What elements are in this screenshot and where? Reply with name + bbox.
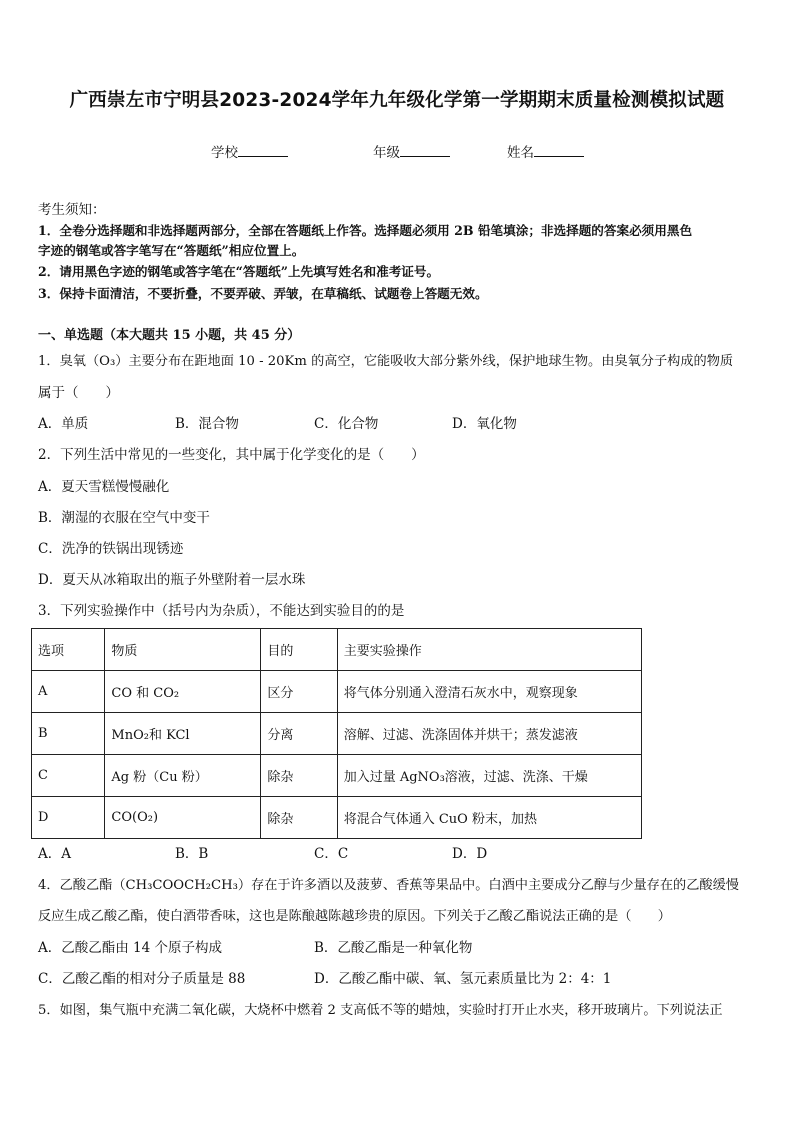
table-row — [32, 755, 642, 797]
q4-option-c: C．乙酸乙酯的相对分子质量是 88 — [38, 971, 246, 987]
q4-stem-line-2: 反应生成乙酸乙酯，使白酒带香味，这也是陈酿越陈越珍贵的原因。下列关于乙酸乙酯说法正确的是（ ） — [38, 909, 671, 924]
table-cell: B — [32, 713, 105, 755]
q3-experiment-table — [31, 628, 642, 839]
grade-label: 年级 — [373, 145, 400, 161]
q2-option-c: C．洗净的铁锅出现锈迹 — [38, 541, 184, 557]
q1-stem-line-1: 1．臭氧（O₃）主要分布在距地面 10 - 20Km 的高空，它能吸收大部分紫外线，保护地球生物。由臭氧分子构成的物质 — [38, 354, 734, 369]
q4-option-d: D．乙酸乙酯中碳、氧、氢元素质量比为 2：4：1 — [314, 971, 612, 987]
table-header-cell: 目的 — [261, 629, 337, 671]
q4-option-b: B．乙酸乙酯是一种氧化物 — [314, 940, 473, 956]
table-header-row — [32, 629, 642, 671]
q3-stem: 3．下列实验操作中（括号内为杂质），不能达到实验目的的是 — [38, 603, 405, 619]
table-cell: 将混合气体通入 CuO 粉末，加热 — [337, 797, 641, 839]
table-cell: 分离 — [261, 713, 337, 755]
grade-field — [373, 141, 450, 161]
q2-option-a: A．夏天雪糕慢慢融化 — [38, 479, 170, 495]
notice-item-3: 3．保持卡面清洁，不要折叠，不要弄破、弄皱，在草稿纸、试题卷上答题无效。 — [38, 286, 488, 301]
table-cell: D — [32, 797, 105, 839]
table-cell: 区分 — [261, 671, 337, 713]
school-blank — [238, 144, 288, 157]
q3-option-a: A．A — [38, 846, 71, 862]
q1-option-d: D．氧化物 — [452, 416, 517, 432]
table-cell: 溶解、过滤、洗涤固体并烘干；蒸发滤液 — [337, 713, 641, 755]
q5-stem-line-1: 5．如图，集气瓶中充满二氧化碳，大烧杯中燃着 2 支高低不等的蜡烛，实验时打开止水夹，移开玻璃片。下列说法正 — [38, 1003, 723, 1018]
table-cell: Ag 粉（Cu 粉） — [105, 755, 261, 797]
q1-stem-line-2: 属于（ ） — [38, 385, 119, 401]
table-cell: MnO₂和 KCl — [105, 713, 261, 755]
q1-option-c: C．化合物 — [314, 416, 379, 432]
q4-option-a: A．乙酸乙酯由 14 个原子构成 — [38, 940, 223, 956]
name-field — [507, 141, 584, 161]
q2-option-b: B．潮湿的衣服在空气中变干 — [38, 510, 210, 526]
table-cell: CO(O₂) — [105, 797, 261, 839]
q3-option-d: D．D — [452, 846, 488, 862]
q1-option-b: B．混合物 — [175, 416, 239, 432]
q1-option-a: A．单质 — [38, 416, 89, 432]
q2-option-d: D．夏天从冰箱取出的瓶子外壁附着一层水珠 — [38, 572, 306, 588]
table-cell: C — [32, 755, 105, 797]
name-label: 姓名 — [507, 145, 534, 161]
school-field — [211, 141, 288, 161]
table-row — [32, 797, 642, 839]
table-header-cell: 选项 — [32, 629, 105, 671]
table-cell: 将气体分别通入澄清石灰水中，观察现象 — [337, 671, 641, 713]
table-cell: A — [32, 671, 105, 713]
section-heading: 一、单选题（本大题共 15 小题，共 45 分） — [38, 328, 301, 343]
table-cell: 除杂 — [261, 797, 337, 839]
name-blank — [534, 144, 584, 157]
table-header-cell: 主要实验操作 — [337, 629, 641, 671]
table-header-cell: 物质 — [105, 629, 261, 671]
q3-option-c: C．C — [314, 846, 349, 862]
q2-stem: 2．下列生活中常见的一些变化，其中属于化学变化的是（ ） — [38, 447, 425, 463]
notice-item-2: 2．请用黑色字迹的钢笔或答字笔在“答题纸”上先填写姓名和准考证号。 — [38, 264, 440, 279]
table-row — [32, 713, 642, 755]
table-cell: 除杂 — [261, 755, 337, 797]
exam-title: 广西崇左市宁明县2023-2024学年九年级化学第一学期期末质量检测模拟试题 — [69, 90, 725, 111]
q4-stem-line-1: 4．乙酸乙酯（CH₃COOCH₂CH₃）存在于许多酒以及菠萝、香蕉等果品中。白酒中主要成分乙醇与少量存在的乙酸缓慢 — [38, 878, 739, 893]
grade-blank — [400, 144, 450, 157]
table-row — [32, 671, 642, 713]
notice-heading: 考生须知： — [38, 202, 106, 218]
q3-option-b: B．B — [175, 846, 209, 862]
notice-item-1a: 1．全卷分选择题和非选择题两部分，全部在答题纸上作答。选择题必须用 2B 铅笔填涂；非选择题的答案必须用黑色 — [38, 223, 693, 238]
notice-item-1b: 字迹的钢笔或答字笔写在“答题纸”相应位置上。 — [38, 243, 305, 258]
school-label: 学校 — [211, 145, 238, 161]
table-cell: 加入过量 AgNO₃溶液，过滤、洗涤、干燥 — [337, 755, 641, 797]
table-cell: CO 和 CO₂ — [105, 671, 261, 713]
